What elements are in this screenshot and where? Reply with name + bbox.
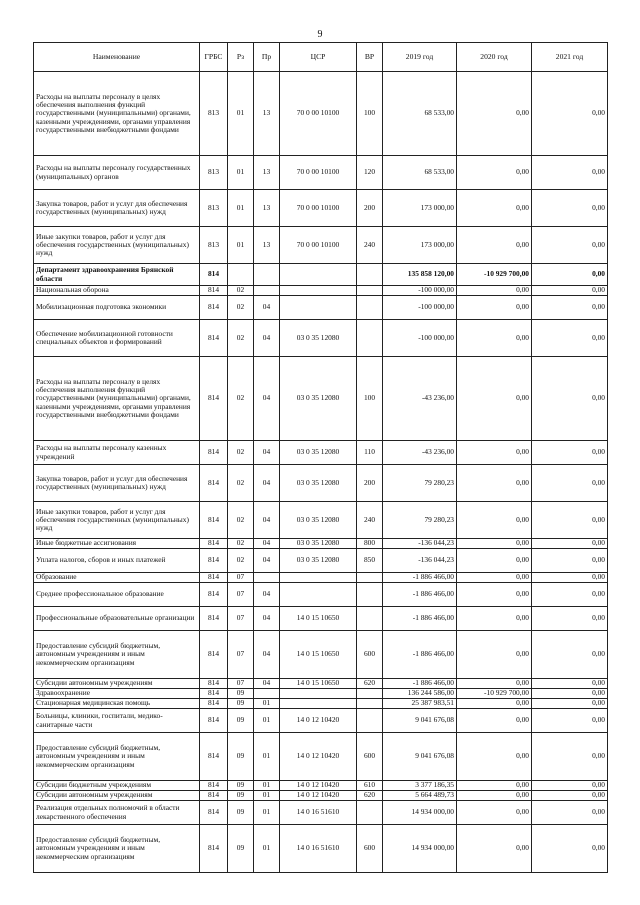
cell-2021: 0,00 — [532, 679, 608, 689]
cell-name: Иные закупки товаров, работ и услуг для обеспечения государственных (муниципальных) нужд — [34, 227, 200, 264]
cell-grbs: 814 — [200, 801, 228, 825]
cell-2020: 0,00 — [457, 156, 532, 190]
cell-grbs: 813 — [200, 190, 228, 227]
cell-name: Субсидии автономным учреждениям — [34, 679, 200, 689]
cell-name: Национальная оборона — [34, 286, 200, 296]
cell-grbs: 814 — [200, 631, 228, 679]
cell-pr: 04 — [254, 583, 280, 607]
cell-csr — [280, 583, 357, 607]
table-row — [34, 72, 608, 156]
cell-name: Субсидии автономным учреждениям — [34, 791, 200, 801]
table-row — [34, 502, 608, 539]
cell-2019: 14 934 000,00 — [383, 825, 457, 873]
table-row — [34, 573, 608, 583]
cell-2019: -1 886 466,00 — [383, 607, 457, 631]
cell-vr — [357, 573, 383, 583]
cell-vr: 620 — [357, 679, 383, 689]
cell-rz: 01 — [228, 156, 254, 190]
table-row — [34, 801, 608, 825]
cell-2020: 0,00 — [457, 227, 532, 264]
cell-2021: 0,00 — [532, 733, 608, 781]
cell-grbs: 814 — [200, 296, 228, 320]
cell-vr — [357, 286, 383, 296]
cell-csr — [280, 296, 357, 320]
cell-grbs: 814 — [200, 502, 228, 539]
cell-pr: 13 — [254, 227, 280, 264]
cell-vr — [357, 689, 383, 699]
cell-name: Стационарная медицинская помощь — [34, 699, 200, 709]
cell-name: Предоставление субсидий бюджетным, автономным учреждениям и иным некоммерческим организациям — [34, 631, 200, 679]
table-row — [34, 156, 608, 190]
cell-2021: 0,00 — [532, 549, 608, 573]
cell-2019: -100 000,00 — [383, 286, 457, 296]
cell-name: Расходы на выплаты персоналу казенных учреждений — [34, 441, 200, 465]
cell-rz: 07 — [228, 631, 254, 679]
cell-2019: -1 886 466,00 — [383, 679, 457, 689]
cell-csr — [280, 699, 357, 709]
cell-pr: 13 — [254, 72, 280, 156]
table-row — [34, 227, 608, 264]
cell-2019: -136 044,23 — [383, 549, 457, 573]
cell-csr — [280, 286, 357, 296]
cell-pr: 04 — [254, 465, 280, 502]
cell-2020: 0,00 — [457, 791, 532, 801]
cell-vr: 120 — [357, 156, 383, 190]
cell-grbs: 814 — [200, 781, 228, 791]
cell-rz: 09 — [228, 733, 254, 781]
cell-vr — [357, 607, 383, 631]
cell-csr: 03 0 35 12080 — [280, 502, 357, 539]
cell-pr: 04 — [254, 549, 280, 573]
cell-vr: 100 — [357, 72, 383, 156]
header-csr: ЦСР — [280, 43, 357, 72]
cell-2021: 0,00 — [532, 631, 608, 679]
cell-rz: 02 — [228, 286, 254, 296]
cell-2021: 0,00 — [532, 791, 608, 801]
cell-vr: 600 — [357, 825, 383, 873]
cell-name: Обеспечение мобилизационной готовности специальных объектов и формирований — [34, 320, 200, 357]
cell-2020: 0,00 — [457, 502, 532, 539]
cell-pr: 01 — [254, 791, 280, 801]
cell-grbs: 814 — [200, 791, 228, 801]
cell-csr — [280, 573, 357, 583]
cell-csr: 03 0 35 12080 — [280, 465, 357, 502]
table-row — [34, 296, 608, 320]
cell-name: Уплата налогов, сборов и иных платежей — [34, 549, 200, 573]
cell-csr: 14 0 15 10650 — [280, 631, 357, 679]
table-row — [34, 699, 608, 709]
cell-2021: 0,00 — [532, 296, 608, 320]
cell-2020: 0,00 — [457, 296, 532, 320]
cell-name: Профессиональные образовательные организации — [34, 607, 200, 631]
table-row — [34, 357, 608, 441]
cell-2020: 0,00 — [457, 631, 532, 679]
cell-2019: -136 044,23 — [383, 539, 457, 549]
cell-name: Образование — [34, 573, 200, 583]
cell-grbs: 814 — [200, 583, 228, 607]
cell-2020: 0,00 — [457, 801, 532, 825]
cell-2021: 0,00 — [532, 573, 608, 583]
cell-pr — [254, 573, 280, 583]
header-vr: ВР — [357, 43, 383, 72]
cell-name: Закупка товаров, работ и услуг для обеспечения государственных (муниципальных) нужд — [34, 465, 200, 502]
cell-vr: 800 — [357, 539, 383, 549]
cell-2019: -43 236,00 — [383, 441, 457, 465]
cell-grbs: 814 — [200, 573, 228, 583]
cell-name: Предоставление субсидий бюджетным, автономным учреждениям и иным некоммерческим организациям — [34, 825, 200, 873]
cell-pr: 01 — [254, 733, 280, 781]
cell-pr: 04 — [254, 539, 280, 549]
table-row — [34, 320, 608, 357]
cell-2019: -100 000,00 — [383, 296, 457, 320]
cell-rz: 09 — [228, 791, 254, 801]
cell-rz: 02 — [228, 320, 254, 357]
cell-pr: 01 — [254, 709, 280, 733]
cell-pr: 04 — [254, 502, 280, 539]
cell-csr: 14 0 15 10650 — [280, 607, 357, 631]
cell-csr: 70 0 00 10100 — [280, 72, 357, 156]
cell-rz: 09 — [228, 689, 254, 699]
cell-grbs: 814 — [200, 320, 228, 357]
cell-rz: 09 — [228, 699, 254, 709]
cell-name: Предоставление субсидий бюджетным, автономным учреждениям и иным некоммерческим организациям — [34, 733, 200, 781]
cell-csr: 03 0 35 12080 — [280, 441, 357, 465]
cell-pr: 01 — [254, 781, 280, 791]
cell-2020: 0,00 — [457, 679, 532, 689]
table-row — [34, 286, 608, 296]
cell-2019: 9 041 676,08 — [383, 709, 457, 733]
cell-csr: 03 0 35 12080 — [280, 320, 357, 357]
cell-pr: 04 — [254, 441, 280, 465]
cell-2020: 0,00 — [457, 539, 532, 549]
cell-csr — [280, 689, 357, 699]
cell-2019: 135 858 120,00 — [383, 264, 457, 286]
cell-rz: 02 — [228, 502, 254, 539]
cell-csr: 70 0 00 10100 — [280, 227, 357, 264]
cell-name: Закупка товаров, работ и услуг для обеспечения государственных (муниципальных) нужд — [34, 190, 200, 227]
cell-2020: 0,00 — [457, 709, 532, 733]
cell-pr: 01 — [254, 801, 280, 825]
table-row — [34, 539, 608, 549]
cell-name: Департамент здравоохранения Брянской области — [34, 264, 200, 286]
cell-2021: 0,00 — [532, 286, 608, 296]
cell-2020: 0,00 — [457, 72, 532, 156]
header-pr: Пр — [254, 43, 280, 72]
cell-name: Расходы на выплаты персоналу в целях обеспечения выполнения функций государственными (муниципальными) органами, казенными учреждениями, органами управления государственными внебюджетными фондами — [34, 72, 200, 156]
cell-2021: 0,00 — [532, 156, 608, 190]
cell-grbs: 814 — [200, 441, 228, 465]
cell-2019: -1 886 466,00 — [383, 573, 457, 583]
cell-2020: 0,00 — [457, 699, 532, 709]
cell-vr: 200 — [357, 190, 383, 227]
cell-pr: 04 — [254, 679, 280, 689]
cell-pr: 01 — [254, 699, 280, 709]
cell-csr: 14 0 12 10420 — [280, 781, 357, 791]
cell-vr — [357, 583, 383, 607]
cell-vr — [357, 699, 383, 709]
header-2020: 2020 год — [457, 43, 532, 72]
cell-csr: 70 0 00 10100 — [280, 156, 357, 190]
cell-2019: 79 280,23 — [383, 465, 457, 502]
cell-rz: 01 — [228, 227, 254, 264]
cell-csr: 14 0 12 10420 — [280, 733, 357, 781]
cell-name: Мобилизационная подготовка экономики — [34, 296, 200, 320]
cell-vr: 200 — [357, 465, 383, 502]
cell-2020: 0,00 — [457, 573, 532, 583]
cell-2019: 14 934 000,00 — [383, 801, 457, 825]
cell-2021: 0,00 — [532, 320, 608, 357]
cell-2021: 0,00 — [532, 190, 608, 227]
cell-2019: 5 664 489,73 — [383, 791, 457, 801]
cell-pr — [254, 286, 280, 296]
cell-2021: 0,00 — [532, 583, 608, 607]
table-row — [34, 465, 608, 502]
table-row — [34, 825, 608, 873]
cell-pr: 04 — [254, 607, 280, 631]
cell-rz: 01 — [228, 72, 254, 156]
cell-name: Здравоохранение — [34, 689, 200, 699]
cell-2020: 0,00 — [457, 190, 532, 227]
cell-grbs: 814 — [200, 709, 228, 733]
cell-2019: 173 000,00 — [383, 190, 457, 227]
cell-2021: 0,00 — [532, 607, 608, 631]
cell-csr: 14 0 16 51610 — [280, 801, 357, 825]
cell-2019: 68 533,00 — [383, 156, 457, 190]
cell-grbs: 813 — [200, 72, 228, 156]
table-row — [34, 583, 608, 607]
cell-vr — [357, 320, 383, 357]
table-row — [34, 190, 608, 227]
table-row — [34, 549, 608, 573]
cell-name: Расходы на выплаты персоналу государственных (муниципальных) органов — [34, 156, 200, 190]
cell-vr: 850 — [357, 549, 383, 573]
cell-2020: 0,00 — [457, 286, 532, 296]
cell-2020: -10 929 700,00 — [457, 264, 532, 286]
cell-2021: 0,00 — [532, 465, 608, 502]
cell-2021: 0,00 — [532, 689, 608, 699]
cell-grbs: 814 — [200, 607, 228, 631]
cell-rz: 07 — [228, 607, 254, 631]
cell-grbs: 813 — [200, 227, 228, 264]
cell-name: Среднее профессиональное образование — [34, 583, 200, 607]
cell-csr: 14 0 16 51610 — [280, 825, 357, 873]
cell-2020: 0,00 — [457, 465, 532, 502]
header-2019: 2019 год — [383, 43, 457, 72]
cell-rz: 07 — [228, 573, 254, 583]
cell-csr: 14 0 12 10420 — [280, 709, 357, 733]
cell-grbs: 814 — [200, 539, 228, 549]
header-2021: 2021 год — [532, 43, 608, 72]
table-row — [34, 441, 608, 465]
cell-vr: 110 — [357, 441, 383, 465]
cell-2021: 0,00 — [532, 227, 608, 264]
cell-rz: 02 — [228, 357, 254, 441]
cell-rz: 07 — [228, 679, 254, 689]
cell-pr: 01 — [254, 825, 280, 873]
cell-pr: 13 — [254, 190, 280, 227]
cell-2020: 0,00 — [457, 781, 532, 791]
cell-rz: 02 — [228, 549, 254, 573]
cell-2021: 0,00 — [532, 264, 608, 286]
cell-rz: 02 — [228, 539, 254, 549]
cell-rz: 01 — [228, 190, 254, 227]
table-row — [34, 631, 608, 679]
cell-2021: 0,00 — [532, 441, 608, 465]
cell-rz: 02 — [228, 465, 254, 502]
cell-csr: 14 0 15 10650 — [280, 679, 357, 689]
cell-2021: 0,00 — [532, 825, 608, 873]
cell-pr — [254, 689, 280, 699]
header-name: Наименование — [34, 43, 200, 72]
cell-rz: 09 — [228, 801, 254, 825]
cell-2019: 173 000,00 — [383, 227, 457, 264]
cell-rz: 07 — [228, 583, 254, 607]
cell-name: Иные бюджетные ассигнования — [34, 539, 200, 549]
cell-2020: 0,00 — [457, 320, 532, 357]
cell-2020: 0,00 — [457, 583, 532, 607]
cell-csr: 03 0 35 12080 — [280, 357, 357, 441]
cell-2020: 0,00 — [457, 549, 532, 573]
cell-vr: 600 — [357, 631, 383, 679]
cell-2020: -10 929 700,00 — [457, 689, 532, 699]
cell-2020: 0,00 — [457, 441, 532, 465]
cell-2019: 136 244 586,00 — [383, 689, 457, 699]
cell-name: Больницы, клиники, госпитали, медико-санитарные части — [34, 709, 200, 733]
cell-2020: 0,00 — [457, 357, 532, 441]
cell-2019: -100 000,00 — [383, 320, 457, 357]
cell-pr: 04 — [254, 296, 280, 320]
cell-vr — [357, 709, 383, 733]
cell-2021: 0,00 — [532, 699, 608, 709]
cell-csr — [280, 264, 357, 286]
cell-vr: 240 — [357, 502, 383, 539]
cell-2020: 0,00 — [457, 825, 532, 873]
cell-2019: -1 886 466,00 — [383, 583, 457, 607]
cell-name: Субсидии бюджетным учреждениям — [34, 781, 200, 791]
cell-2021: 0,00 — [532, 357, 608, 441]
cell-pr: 13 — [254, 156, 280, 190]
cell-rz: 02 — [228, 441, 254, 465]
cell-csr: 70 0 00 10100 — [280, 190, 357, 227]
cell-csr: 14 0 12 10420 — [280, 791, 357, 801]
table-row — [34, 679, 608, 689]
cell-pr — [254, 264, 280, 286]
table-row — [34, 607, 608, 631]
cell-vr: 240 — [357, 227, 383, 264]
cell-vr — [357, 801, 383, 825]
cell-pr: 04 — [254, 357, 280, 441]
cell-pr: 04 — [254, 320, 280, 357]
table-header-row — [34, 43, 608, 72]
cell-2020: 0,00 — [457, 733, 532, 781]
cell-2019: -1 886 466,00 — [383, 631, 457, 679]
cell-name: Иные закупки товаров, работ и услуг для обеспечения государственных (муниципальных) нужд — [34, 502, 200, 539]
header-rz: Рз — [228, 43, 254, 72]
cell-vr: 100 — [357, 357, 383, 441]
table-row — [34, 264, 608, 286]
cell-grbs: 814 — [200, 465, 228, 502]
cell-2021: 0,00 — [532, 539, 608, 549]
cell-name: Реализация отдельных полномочий в области лекарственного обеспечения — [34, 801, 200, 825]
page-number: 9 — [317, 29, 323, 40]
cell-2019: 68 533,00 — [383, 72, 457, 156]
cell-2019: 79 280,23 — [383, 502, 457, 539]
cell-rz: 09 — [228, 781, 254, 791]
cell-vr: 600 — [357, 733, 383, 781]
cell-name: Расходы на выплаты персоналу в целях обеспечения выполнения функций государственными (муниципальными) органами, казенными учреждениями, органами управления государственными внебюджетными фондами — [34, 357, 200, 441]
cell-rz — [228, 264, 254, 286]
cell-2019: 25 387 983,51 — [383, 699, 457, 709]
cell-2021: 0,00 — [532, 709, 608, 733]
cell-grbs: 814 — [200, 286, 228, 296]
cell-pr: 04 — [254, 631, 280, 679]
cell-2021: 0,00 — [532, 72, 608, 156]
table-row — [34, 733, 608, 781]
table-row — [34, 781, 608, 791]
cell-grbs: 814 — [200, 733, 228, 781]
cell-vr: 620 — [357, 791, 383, 801]
cell-grbs: 814 — [200, 357, 228, 441]
cell-grbs: 814 — [200, 264, 228, 286]
cell-2020: 0,00 — [457, 607, 532, 631]
table-row — [34, 791, 608, 801]
budget-table — [33, 42, 608, 873]
table-row — [34, 709, 608, 733]
cell-2021: 0,00 — [532, 801, 608, 825]
cell-2021: 0,00 — [532, 781, 608, 791]
cell-2019: 3 377 186,35 — [383, 781, 457, 791]
cell-grbs: 814 — [200, 825, 228, 873]
table-row — [34, 689, 608, 699]
cell-vr: 610 — [357, 781, 383, 791]
cell-csr: 03 0 35 12080 — [280, 539, 357, 549]
cell-vr — [357, 264, 383, 286]
budget-table-body — [34, 72, 608, 873]
cell-grbs: 814 — [200, 549, 228, 573]
header-grbs: ГРБС — [200, 43, 228, 72]
cell-2019: -43 236,00 — [383, 357, 457, 441]
cell-rz: 09 — [228, 709, 254, 733]
cell-grbs: 813 — [200, 156, 228, 190]
cell-grbs: 814 — [200, 689, 228, 699]
cell-vr — [357, 296, 383, 320]
cell-2021: 0,00 — [532, 502, 608, 539]
cell-rz: 02 — [228, 296, 254, 320]
cell-grbs: 814 — [200, 679, 228, 689]
cell-csr: 03 0 35 12080 — [280, 549, 357, 573]
cell-rz: 09 — [228, 825, 254, 873]
cell-grbs: 814 — [200, 699, 228, 709]
cell-2019: 9 041 676,08 — [383, 733, 457, 781]
